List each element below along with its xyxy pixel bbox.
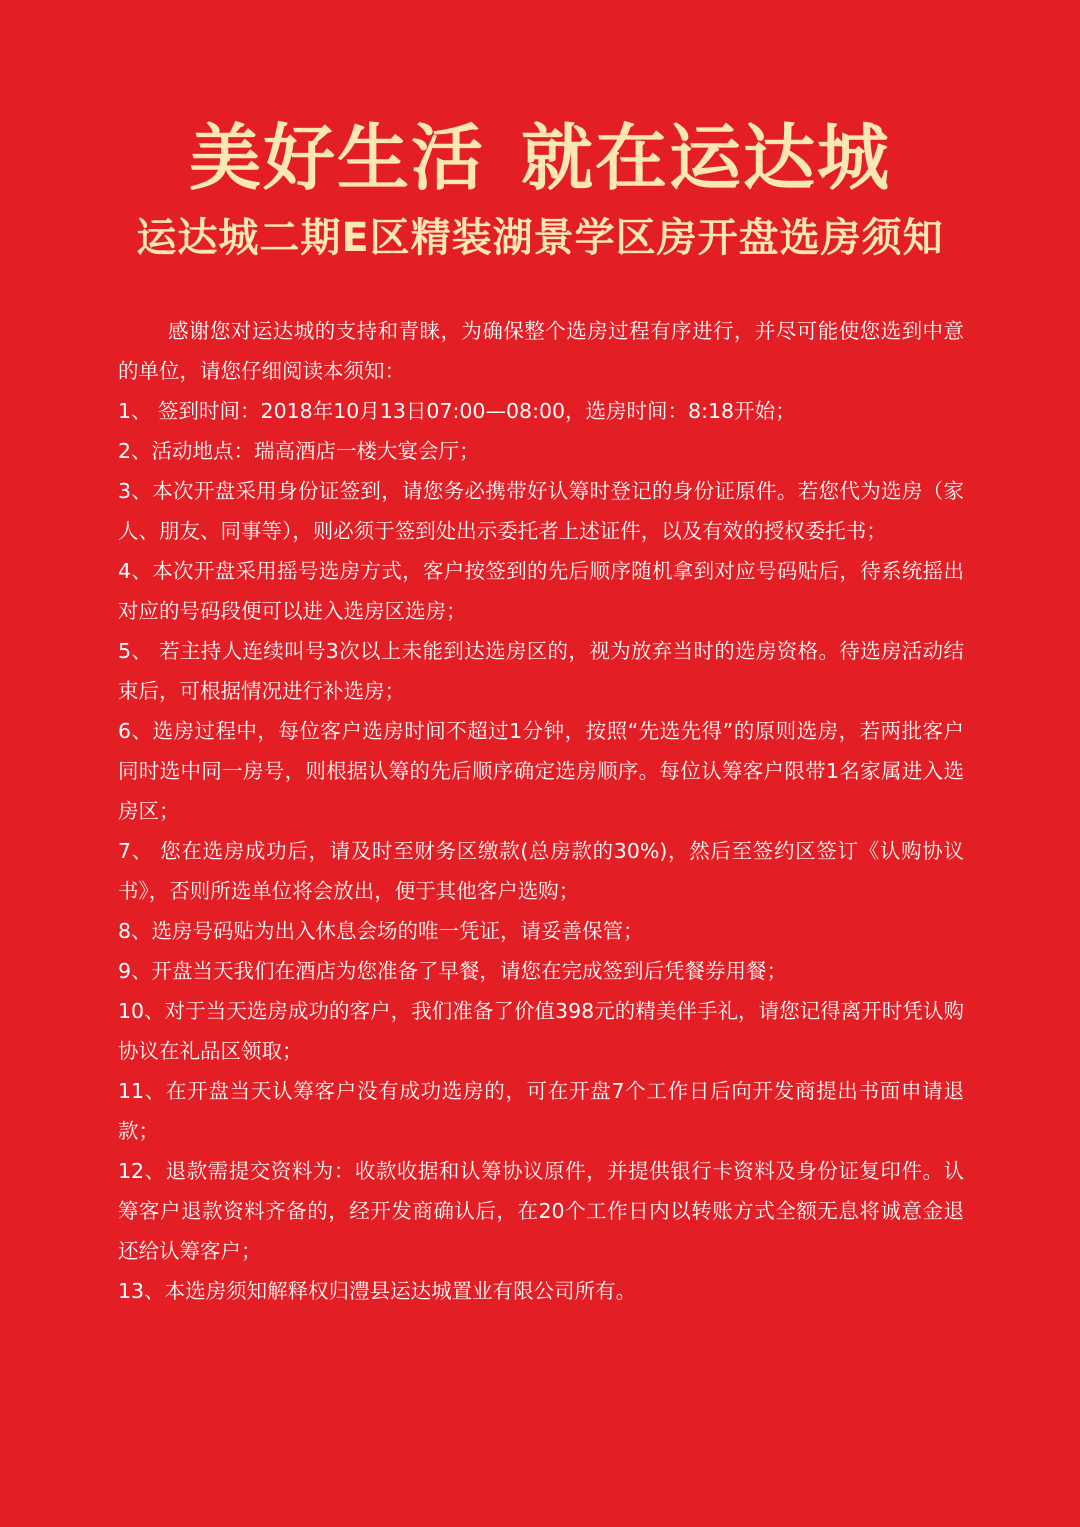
notice-item-13: 13、本选房须知解释权归澧县运达城置业有限公司所有。 <box>118 1279 637 1303</box>
notice-item-7: 7、 您在选房成功后，请及时至财务区缴款(总房款的30%)，然后至签约区签订《认购协议书》，否则所选单位将会放出，便于其他客户选购； <box>118 839 964 903</box>
notice-item-11: 11、在开盘当天认筹客户没有成功选房的，可在开盘7个工作日后向开发商提出书面申请退款； <box>118 1079 964 1143</box>
notice-body <box>118 311 964 1311</box>
title-part-1: 美好生活 <box>188 116 485 200</box>
notice-item-6: 6、选房过程中，每位客户选房时间不超过1分钟，按照“先选先得”的原则选房，若两批客户同时选中同一房号，则根据认筹的先后顺序确定选房顺序。每位认筹客户限带1名家属进入选房区； <box>118 719 964 823</box>
notice-item-12: 12、退款需提交资料为：收款收据和认筹协议原件，并提供银行卡资料及身份证复印件。认筹客户退款资料齐备的，经开发商确认后，在20个工作日内以转账方式全额无息将诚意金退还给认筹客户； <box>118 1159 964 1263</box>
page-subtitle: 运达城二期E区精装湖景学区房开盘选房须知 <box>136 215 944 261</box>
title-part-2: 就在运达城 <box>521 116 892 200</box>
notice-item-10: 10、对于当天选房成功的客户，我们准备了价值398元的精美伴手礼，请您记得离开时凭认购协议在礼品区领取； <box>118 999 964 1063</box>
notice-item-9: 9、开盘当天我们在酒店为您准备了早餐，请您在完成签到后凭餐券用餐； <box>118 959 788 983</box>
notice-item-4: 4、本次开盘采用摇号选房方式，客户按签到的先后顺序随机拿到对应号码贴后，待系统摇出对应的号码段便可以进入选房区选房； <box>118 559 964 623</box>
notice-item-5: 5、 若主持人连续叫号3次以上未能到达选房区的，视为放弃当时的选房资格。待选房活动结束后，可根据情况进行补选房； <box>118 639 964 703</box>
notice-item-1: 1、 签到时间：2018年10月13日07:00—08:00，选房时间：8:18开始； <box>118 399 796 423</box>
notice-item-2: 2、活动地点：瑞高酒店一楼大宴会厅； <box>118 439 480 463</box>
intro-paragraph: 感谢您对运达城的支持和青睐，为确保整个选房过程有序进行，并尽可能使您选到中意的单位，请您仔细阅读本须知： <box>118 319 964 383</box>
page-title <box>0 108 1080 208</box>
notice-item-3: 3、本次开盘采用身份证签到，请您务必携带好认筹时登记的身份证原件。若您代为选房（家人、朋友、同事等），则必须于签到处出示委托者上述证件，以及有效的授权委托书； <box>118 479 964 543</box>
notice-item-8: 8、选房号码贴为出入休息会场的唯一凭证，请妥善保管； <box>118 919 644 943</box>
